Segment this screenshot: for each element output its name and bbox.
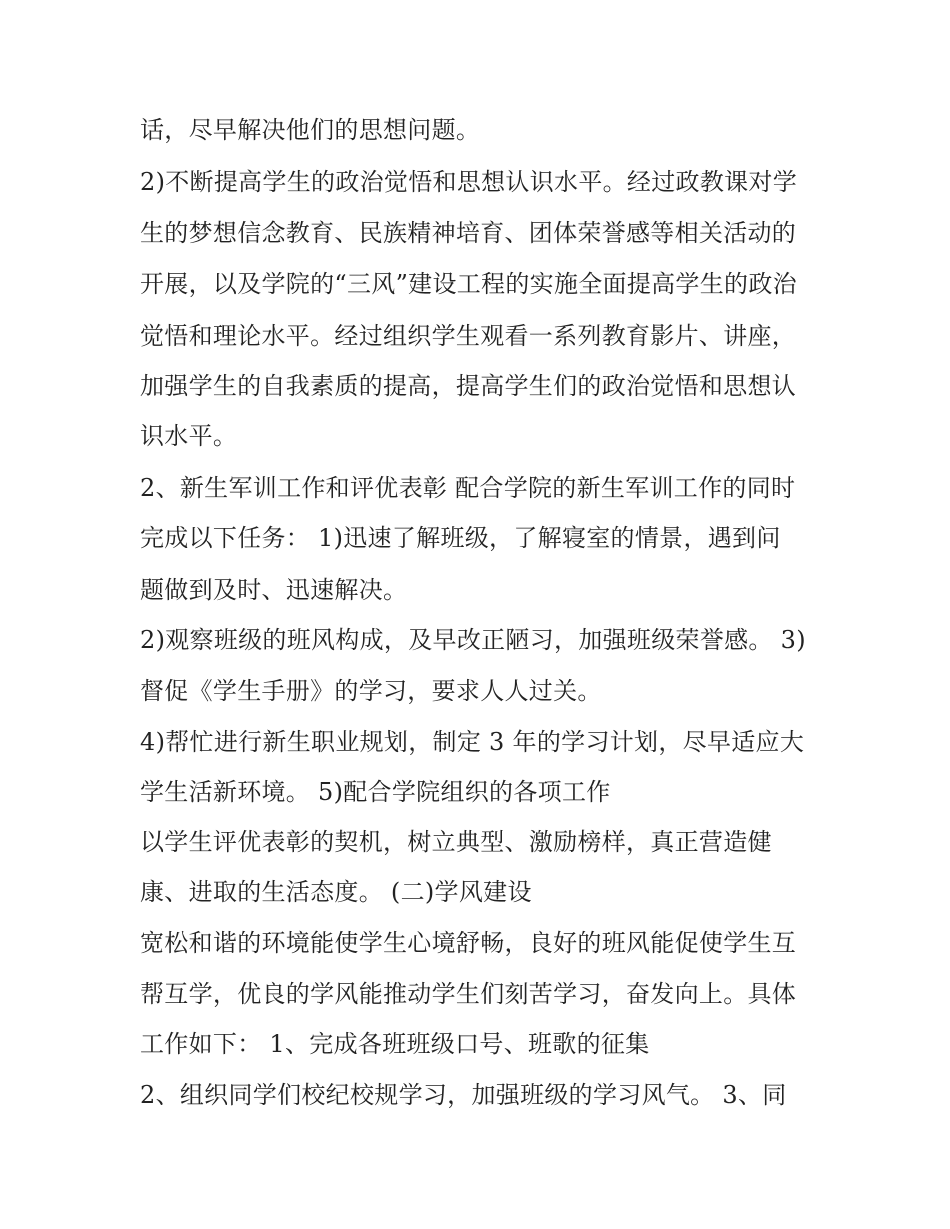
text-line-20: 2、组织同学们校纪校规学习，加强班级的学习风气。 3、同 <box>140 1081 787 1109</box>
text-line-6: 加强学生的自我素质的提高，提高学生们的政治觉悟和思想认 <box>140 372 797 400</box>
text-line-14: 学生活新环境。 5)配合学院组织的各项工作 <box>140 778 611 806</box>
text-line-1: 话，尽早解决他们的思想问题。 <box>140 116 481 144</box>
text-line-15: 以学生评优表彰的契机，树立典型、激励榜样，真正营造健 <box>140 828 772 856</box>
text-line-18: 帮互学，优良的学风能推动学生们刻苦学习，奋发向上。具体 <box>140 980 797 1008</box>
text-line-2: 2)不断提高学生的政治觉悟和思想认识水平。经过政教课对学 <box>140 168 798 196</box>
text-line-19: 工作如下： 1、完成各班班级口号、班歌的征集 <box>140 1030 650 1058</box>
text-line-17: 宽松和谐的环境能使学生心境舒畅，良好的班风能促使学生互 <box>140 929 797 957</box>
text-line-5: 觉悟和理论水平。经过组织学生观看一系列教育影片、讲座， <box>140 322 797 350</box>
text-line-12: 督促《学生手册》的学习，要求人人过关。 <box>140 677 602 705</box>
text-line-3: 生的梦想信念教育、民族精神培育、团体荣誉感等相关活动的 <box>140 219 797 247</box>
text-line-9: 完成以下任务： 1)迅速了解班级，了解寝室的情景，遇到问 <box>140 524 781 552</box>
text-line-10: 题做到及时、迅速解决。 <box>140 576 408 604</box>
text-line-8: 2、新生军训工作和评优表彰 配合学院的新生军训工作的同时 <box>140 474 796 502</box>
text-line-7: 识水平。 <box>140 422 238 450</box>
text-line-11: 2)观察班级的班风构成，及早改正陋习，加强班级荣誉感。 3) <box>140 626 806 654</box>
text-line-16: 康、进取的生活态度。 (二)学风建设 <box>140 878 532 906</box>
text-line-13: 4)帮忙进行新生职业规划，制定 3 年的学习计划，尽早适应大 <box>140 728 805 756</box>
text-line-4: 开展，以及学院的“三风”建设工程的实施全面提高学生的政治 <box>140 270 797 298</box>
